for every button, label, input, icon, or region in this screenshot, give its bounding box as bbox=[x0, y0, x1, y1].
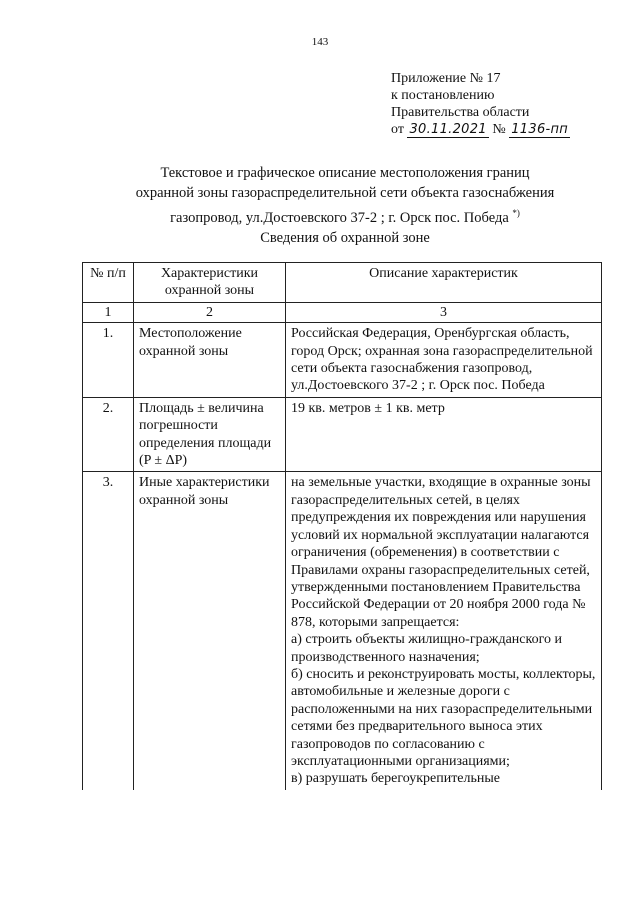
row-characteristic: Иные характеристики охранной зоны bbox=[134, 472, 286, 790]
column-number: 3 bbox=[286, 302, 602, 322]
table-row bbox=[83, 397, 602, 472]
header-number: № п/п bbox=[83, 263, 134, 303]
appendix-line-3: Правительства области bbox=[391, 105, 530, 120]
appendix-block bbox=[391, 70, 570, 138]
column-numbering-row bbox=[83, 302, 602, 322]
resolution-number: 1136-пп bbox=[511, 122, 569, 137]
description-paragraph: а) строить объекты жилищно-гражданского и производственного назначения; bbox=[291, 632, 562, 665]
row-number: 3. bbox=[83, 472, 134, 790]
row-characteristic: Площадь ± величина погрешности определения площади (P ± ΔP) bbox=[134, 397, 286, 472]
header-description: Описание характеристик bbox=[286, 263, 602, 303]
document-title bbox=[0, 163, 640, 228]
footnote-mark: *) bbox=[512, 208, 520, 218]
appendix-line-1: Приложение № 17 bbox=[391, 71, 501, 86]
table-row bbox=[83, 323, 602, 398]
row-description: 19 кв. метров ± 1 кв. метр bbox=[286, 397, 602, 472]
title-line-3 bbox=[0, 203, 640, 228]
zone-info-table bbox=[82, 262, 602, 790]
row-number: 1. bbox=[83, 323, 134, 398]
column-number: 1 bbox=[83, 302, 134, 322]
description-paragraph: б) сносить и реконструировать мосты, коллекторы, автомобильные и железные дороги с расположенными на них газораспределительными сетями без предварительного выноса этих газопроводов по согласованию с эксплуатационными организациями; bbox=[291, 666, 596, 769]
row-description bbox=[286, 472, 602, 790]
description-paragraph: в) разрушать берегоукрепительные bbox=[291, 771, 501, 787]
page-number: 143 bbox=[311, 36, 329, 48]
column-number: 2 bbox=[134, 302, 286, 322]
section-title: Сведения об охранной зоне bbox=[260, 230, 430, 246]
table-header-row bbox=[83, 263, 602, 303]
title-line-1: Текстовое и графическое описание местоположения границ bbox=[160, 165, 530, 181]
appendix-date-line bbox=[391, 121, 570, 138]
description-paragraph: на земельные участки, входящие в охранные зоны газораспределительных сетей, в целях предупреждения их повреждения или нарушения условий их нормальной эксплуатации налагаются ограничения (обременения) в соответствии с Правилами охраны газораспределительных сетей, утвержденными постановлением Правительства Российской Федерации от 20 ноября 2000 года № 878, которыми запрещается: bbox=[291, 475, 591, 630]
date-prefix: от bbox=[391, 122, 404, 137]
row-description: Российская Федерация, Оренбургская область, город Орск; охранная зона газораспределительной сети объекта газоснабжения газопровод, ул.Достоевского 37-2 ; г. Орск пос. Победа bbox=[286, 323, 602, 398]
table-row bbox=[83, 472, 602, 790]
title-line-3-text: газопровод, ул.Достоевского 37-2 ; г. Орск пос. Победа bbox=[170, 209, 509, 226]
header-characteristics: Характеристики охранной зоны bbox=[134, 263, 286, 303]
title-line-2: охранной зоны газораспределительной сети объекта газоснабжения bbox=[135, 185, 555, 201]
appendix-line-2: к постановлению bbox=[391, 88, 495, 103]
number-prefix: № bbox=[492, 122, 506, 137]
row-characteristic: Местоположение охранной зоны bbox=[134, 323, 286, 398]
row-number: 2. bbox=[83, 397, 134, 472]
resolution-date: 30.11.2021 bbox=[409, 122, 487, 137]
